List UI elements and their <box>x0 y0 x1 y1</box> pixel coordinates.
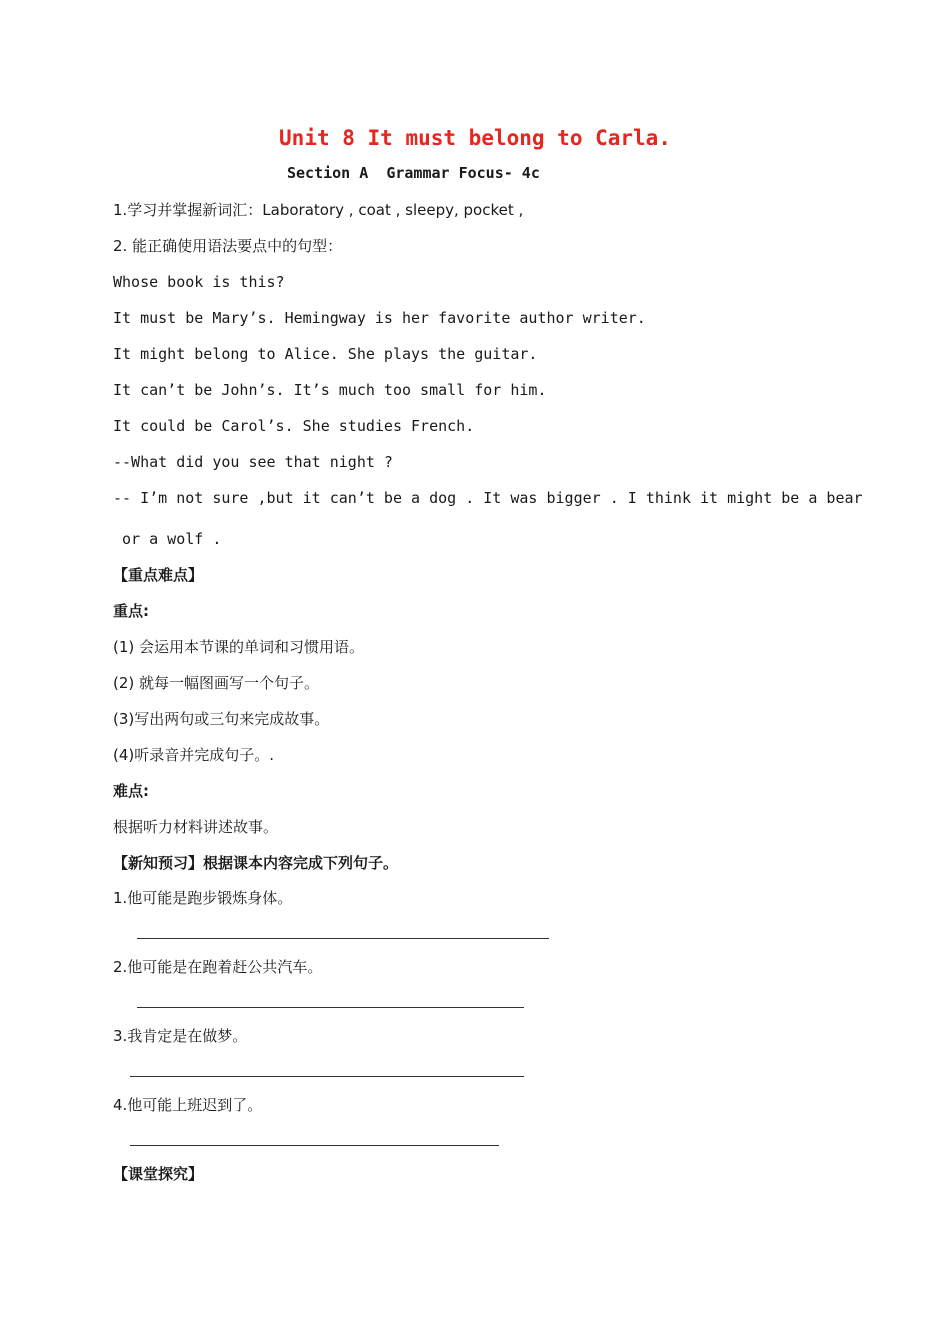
example-sentence: It could be Carol’s. She studies French. <box>113 417 475 435</box>
preview-heading: 【新知预习】根据课本内容完成下列句子。 <box>113 854 399 872</box>
focus-item: (1) 会运用本节课的单词和习惯用语。 <box>113 638 365 656</box>
key-points-heading: 【重点难点】 <box>113 566 204 584</box>
dialogue-answer-continued: or a wolf . <box>113 530 222 548</box>
focus-item: (3)写出两句或三句来完成故事。 <box>113 710 330 728</box>
focus-item: (2) 就每一幅图画写一个句子。 <box>113 674 320 692</box>
difficulty-text: 根据听力材料讲述故事。 <box>113 818 279 836</box>
objective-grammar: 2. 能正确使用语法要点中的句型： <box>113 237 343 255</box>
dialogue-answer: -- I’m not sure ,but it can’t be a dog . It was bigger . I think it might be a bear <box>113 489 863 507</box>
example-sentence: It must be Mary’s. Hemingway is her favorite author writer. <box>113 309 646 327</box>
focus-item: (4)听录音并完成句子。. <box>113 746 275 764</box>
example-sentence: Whose book is this? <box>113 273 285 291</box>
example-sentence: It can’t be John’s. It’s much too small for him. <box>113 381 547 399</box>
page-title: Unit 8 It must belong to Carla. <box>279 126 671 150</box>
answer-line[interactable] <box>130 1076 524 1077</box>
difficulty-label: 难点: <box>113 782 149 800</box>
example-sentence: It might belong to Alice. She plays the guitar. <box>113 345 538 363</box>
section-subtitle: Section A Grammar Focus- 4c <box>287 164 540 182</box>
inquiry-heading: 【课堂探究】 <box>113 1165 204 1183</box>
preview-item: 4.他可能上班迟到了。 <box>113 1096 263 1114</box>
preview-item: 3.我肯定是在做梦。 <box>113 1027 248 1045</box>
answer-line[interactable] <box>137 938 549 939</box>
preview-item: 2.他可能是在跑着赶公共汽车。 <box>113 958 323 976</box>
dialogue-question: --What did you see that night ? <box>113 453 393 471</box>
objective-vocabulary: 1.学习并掌握新词汇：Laboratory , coat , sleepy, pocket , <box>113 201 524 219</box>
preview-item: 1.他可能是跑步锻炼身体。 <box>113 889 293 907</box>
answer-line[interactable] <box>137 1007 524 1008</box>
answer-line[interactable] <box>130 1145 499 1146</box>
focus-label: 重点: <box>113 602 149 620</box>
